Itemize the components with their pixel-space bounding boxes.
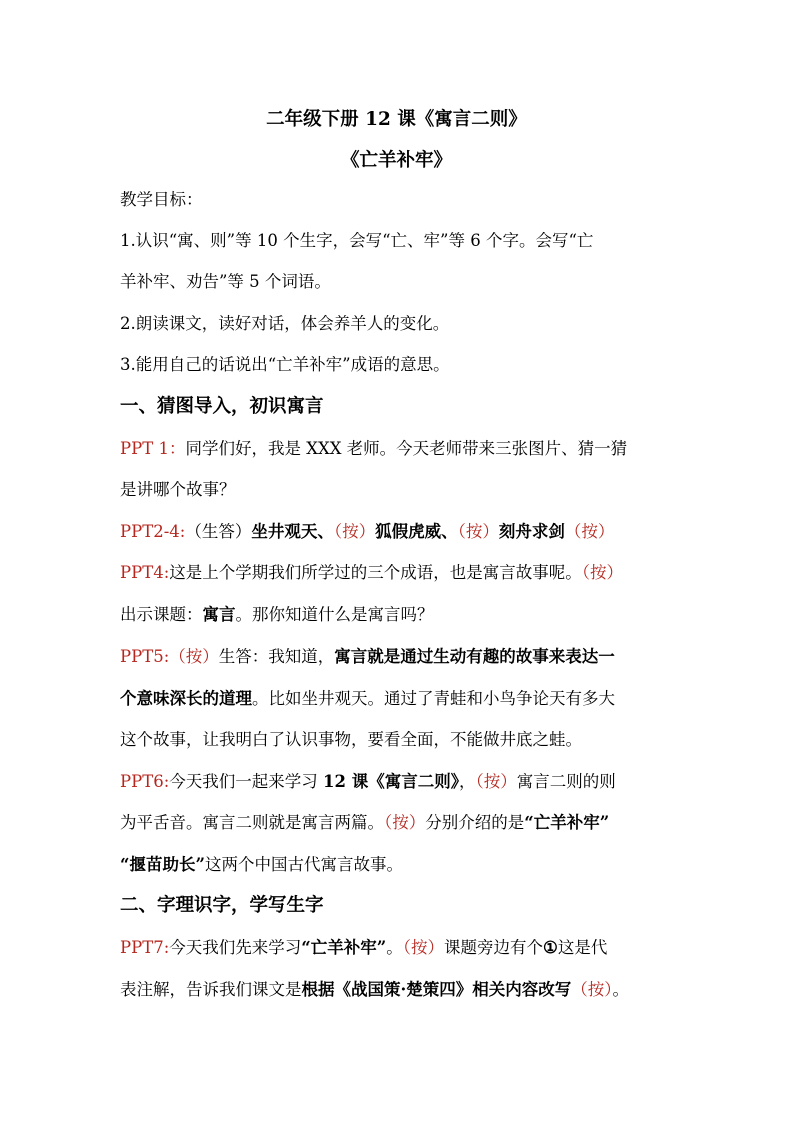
- ppt6-line-3: [120, 854, 680, 876]
- ppt6-line-2: [120, 812, 680, 834]
- comma: ，: [459, 772, 476, 791]
- ppt6-text: 今天我们一起来学习: [169, 772, 324, 791]
- ppt5-line-1: [120, 646, 680, 668]
- ppt4-label: PPT4:: [120, 563, 170, 582]
- topic-word: 寓言: [202, 605, 236, 624]
- press-note: （按）: [333, 522, 376, 541]
- ppt1-line-2: 是讲哪个故事？: [120, 480, 236, 499]
- press-note: （按）: [384, 813, 426, 832]
- ppt1-text: 同学们好，我是 XXX 老师。今天老师带来三张图片、猜一猜: [185, 439, 628, 458]
- annotation-mark: ①: [543, 938, 558, 957]
- press-note: （按）: [457, 522, 499, 541]
- ppt5-line-3: 这个故事，让我明白了认识事物，要看全面，不能做井底之蛙。: [120, 730, 582, 749]
- goal-1-line-2: 羊补牢、劝告”等 5 个词语。: [120, 272, 331, 291]
- source-note: 根据《战国策·楚策四》相关内容改写: [301, 980, 572, 999]
- idiom-1: 坐井观天、: [251, 522, 334, 541]
- document-subtitle: 《亡羊补牢》: [340, 150, 452, 171]
- ppt6-line-1: [120, 771, 680, 793]
- period: 。: [612, 980, 629, 999]
- ppt7-text: 今天我们先来学习: [169, 938, 302, 957]
- ppt2-4-label: PPT2-4:: [120, 522, 186, 541]
- fable-title-1: “亡羊补牢”: [524, 813, 610, 832]
- goals-heading-text: 教学目标：: [120, 190, 203, 209]
- ppt7-label: PPT7:: [120, 938, 170, 957]
- goal-1-line-1: 1.认识“寓、则”等 10 个生字，会写“亡、牢”等 6 个字。会写“亡: [120, 231, 594, 250]
- idiom-2: 狐假虎威、: [375, 522, 458, 541]
- ppt6-text-4: 分别介绍的是: [425, 813, 525, 832]
- document-title: 二年级下册 12 课《寓言二则》: [266, 109, 527, 130]
- fable-title: “亡羊补牢”: [301, 938, 387, 957]
- ppt4-text: 这是上个学期我们所学过的三个成语，也是寓言故事呢。: [169, 563, 582, 582]
- fable-definition-end: 个意味深长的道理: [120, 689, 252, 708]
- ppt7-text-4: 表注解，告诉我们课文是: [120, 980, 302, 999]
- press-note: （按）: [475, 772, 517, 791]
- ppt7-line-2: [120, 979, 680, 1001]
- period: 。: [386, 938, 403, 957]
- question-text: 。那你知道什么是寓言吗？: [235, 605, 434, 624]
- ppt2-4-line: [120, 521, 680, 543]
- goals-heading: [120, 189, 680, 211]
- section-2-heading: 二、字理识字，学写生字: [120, 895, 324, 916]
- show-topic-text: 出示课题：: [120, 605, 203, 624]
- ppt6-text-5: 这两个中国古代寓言故事。: [204, 855, 403, 874]
- ppt6-text-3: 为平舌音。寓言二则就是寓言两篇。: [120, 813, 384, 832]
- ppt5-line-2: [120, 688, 680, 710]
- fable-title-2: “揠苗助长”: [120, 855, 205, 874]
- section-1-heading: 一、猜图导入，初识寓言: [120, 396, 324, 417]
- ppt7-line-1: [120, 937, 680, 959]
- ppt5-text: 生答：我知道，: [218, 647, 335, 666]
- ppt6-label: PPT6:: [120, 772, 170, 791]
- goal-2: 2.朗读课文，读好对话，体会养羊人的变化。: [120, 314, 450, 333]
- press-note: （按）: [571, 980, 613, 999]
- press-note: （按）: [169, 647, 219, 666]
- press-note: （按）: [581, 563, 624, 582]
- ppt1-label: PPT 1：: [120, 439, 186, 458]
- ppt7-text-2: 课题旁边有个: [444, 938, 544, 957]
- ppt4-line-1: [120, 562, 680, 584]
- press-note: （按）: [402, 938, 445, 957]
- goal-3: 3.能用自己的话说出“亡羊补牢”成语的意思。: [120, 355, 450, 374]
- ppt1-line-1: [120, 438, 680, 460]
- ppt5-label: PPT5:: [120, 647, 170, 666]
- fable-definition: 寓言就是通过生动有趣的故事来表达一: [334, 647, 615, 666]
- ppt5-example: 。比如坐井观天。通过了青蛙和小鸟争论天有多大: [252, 689, 615, 708]
- ppt7-text-3: 这是代: [557, 938, 608, 957]
- press-note: （按）: [564, 522, 615, 541]
- ppt4-line-2: [120, 604, 680, 626]
- lesson-name: 12 课《寓言二则》: [323, 772, 459, 791]
- idiom-3: 刻舟求剑: [498, 522, 565, 541]
- student-answer-note: （生答）: [185, 522, 252, 541]
- ppt6-text-2: 寓言二则的则: [516, 772, 616, 791]
